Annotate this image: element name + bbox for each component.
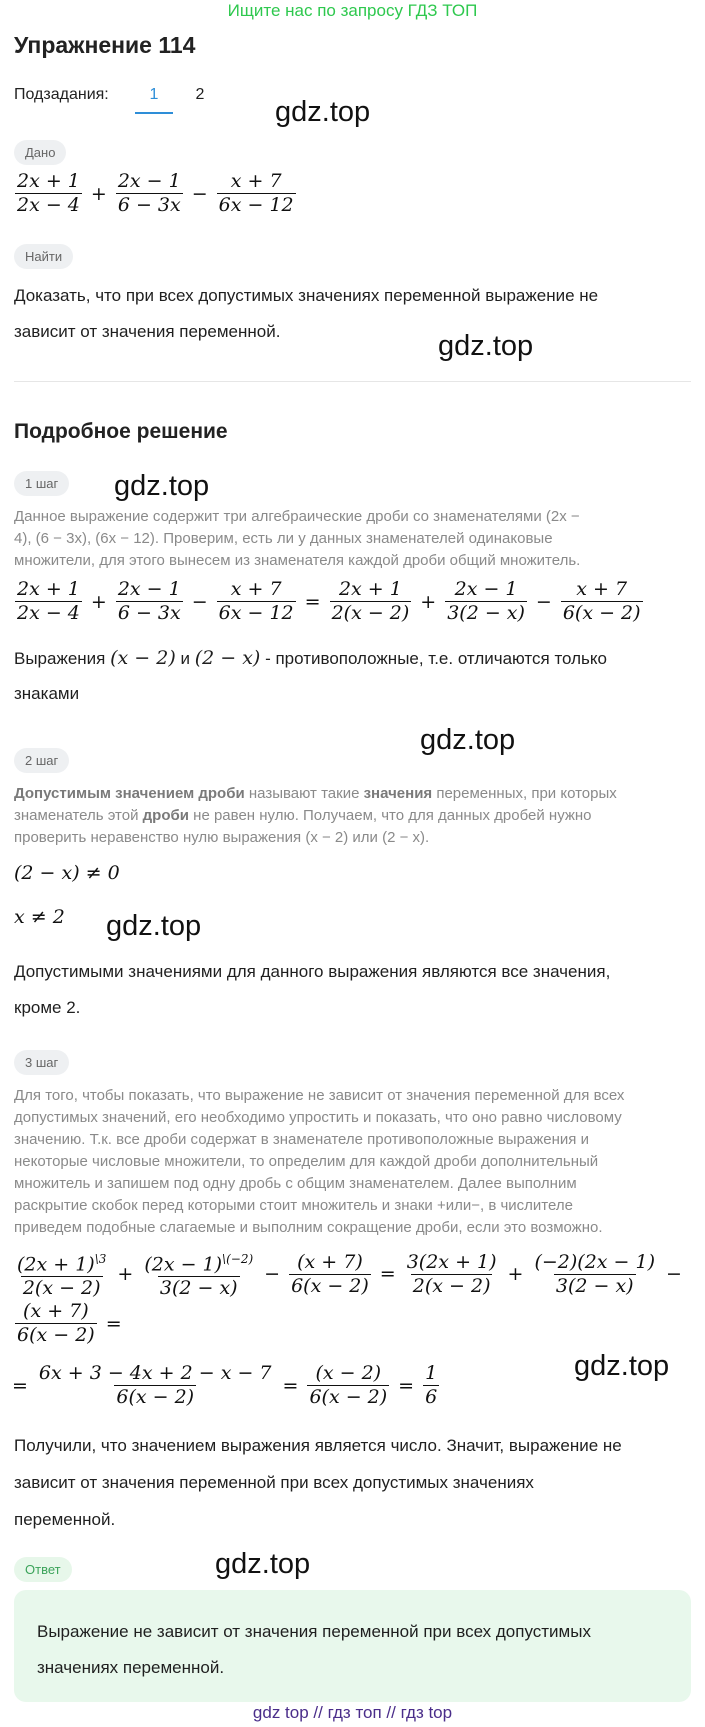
watermark: gdz.top [215,1548,311,1580]
watermark: gdz.top [106,910,202,942]
step-3-text: приведем подобные слагаемые и выполним сокращение дроби, если это возможно. [14,1219,603,1236]
step-2-conclusion: Допустимыми значениями для данного выражения являются все значения, [14,962,611,981]
step-1-badge: 1 шаг [14,471,69,496]
given-expression: $\frac{2x + 1}{2x - 4}$ + $\frac{2x - 1}{6 - 3x}$ − $\frac{x + 7}{6x - 12}$ [17,170,294,216]
step-3-conclusion: Получили, что значением выражения является число. Значит, выражение не [14,1436,622,1455]
step-2-text: проверить неравенство нулю выражения (x − 2) или (2 − x). [14,829,430,846]
answer-text: значениях переменной. [37,1658,225,1677]
tab-subtask-2[interactable]: 2 [195,86,205,103]
step-3-text: Для того, чтобы показать, что выражение не зависит от значения переменной для всех [14,1087,625,1104]
find-text-line: зависит от значения переменной. [14,322,281,341]
step-1-explanation: Выражения (x − 2) и (2 − x) - противоположные, т.е. отличаются только [14,647,607,669]
step-3-text: раскрытие скобок перед которыми стоит множитель и знаки +или−, в числителе [14,1197,573,1214]
step-1-text: Данное выражение содержит три алгебраические дроби со знаменателями (2x − [14,508,580,525]
page-title: Упражнение 114 [14,32,196,58]
step-3-equation-2: = $\frac{6x + 3 - 4x + 2 - x - 7}{6(x - 2)}$ = $\frac{(x - 2)}{6(x - 2)}$ = $\frac{1}{6}$ [12,1362,438,1408]
step-1-text: 4), (6 − 3x), (6x − 12). Проверим, есть ли у данных знаменателей одинаковые [14,530,553,547]
tab-subtask-1[interactable]: 1 [149,86,159,103]
fraction: $\frac{x + 7}{6x - 12}$ [218,170,294,216]
solution-title: Подробное решение [14,420,228,443]
section-divider [14,381,691,382]
find-badge: Найти [14,244,73,269]
step-3-text: некоторые числовые множители, то определим для каждой дроби дополнительный [14,1153,599,1170]
find-text-line: Доказать, что при всех допустимых значениях переменной выражение не [14,286,599,305]
step-3-text: множитель и запишем под одну дробь с общим знаменателем. Далее выполним [14,1175,577,1192]
step-1-text: множители, для этого вынесем из знаменателя каждой дроби общий множитель. [14,552,581,569]
step-2-badge: 2 шаг [14,748,69,773]
top-banner[interactable]: Ищите нас по запросу ГДЗ ТОП [227,1,478,20]
answer-text: Выражение не зависит от значения переменной при всех допустимых [37,1622,591,1641]
active-tab-indicator [135,112,173,114]
watermark: gdz.top [275,96,371,128]
step-1-explanation: знаками [14,684,80,703]
given-badge: Дано [14,140,66,165]
watermark: gdz.top [574,1350,670,1382]
fraction: $\frac{2x - 1}{6 - 3x}$ [117,170,181,216]
watermark: gdz.top [420,724,516,756]
step-3-conclusion: переменной. [14,1510,116,1529]
inequality: x ≠ 2 [14,906,65,928]
fraction: $\frac{2x + 1}{2x - 4}$ [17,170,80,216]
footer-links[interactable]: gdz top // гдз топ // гдз top [252,1703,453,1722]
step-3-badge: 3 шаг [14,1050,69,1075]
step-3-equation-1-cont: $\frac{(x + 7)}{6(x - 2)}$ = [17,1300,122,1346]
step-1-equation: $\frac{2x + 1}{2x - 4}$ + $\frac{2x - 1}{6 - 3x}$ − $\frac{x + 7}{6x - 12}$ = $\frac{2x + 1}{2(x - 2)}$ + $\frac{2x - 1}{3(2 - x)}$ − $\frac{x + 7}{6(x - 2)}$ [17,578,641,624]
step-3-text: допустимых значений, его необходимо упростить и показать, что оно равно числовому [14,1109,622,1126]
step-3-equation-1: $\frac{(2x + 1)^{\backslash 3}}{2(x - 2)}$ + $\frac{(2x - 1)^{\backslash(-2)}}{3(2 - x)}$ − $\frac{(x + 7)}{6(x - 2)}$ = $\frac{3(2x + 1)}{2(x - 2)}$ + $\frac{(-2)(2x - 1)}{3(2 - x)}$ − [17,1250,682,1300]
inequality: (2 − x) ≠ 0 [14,862,120,884]
step-3-conclusion: зависит от значения переменной при всех допустимых значениях [14,1473,534,1492]
watermark: gdz.top [114,470,210,502]
step-2-conclusion: кроме 2. [14,998,81,1017]
step-3-text: значению. Т.к. все дроби содержат в знаменателе противоположные выражения и [14,1131,589,1148]
step-2-text: знаменатель этой дроби не равен нулю. Получаем, что для данных дробей нужно [14,807,592,824]
watermark: gdz.top [438,330,534,362]
answer-badge: Ответ [14,1557,72,1582]
subtasks-label: Подзадания: [14,86,109,103]
step-2-text: Допустимым значением дроби называют такие значения переменных, при которых [14,785,617,802]
